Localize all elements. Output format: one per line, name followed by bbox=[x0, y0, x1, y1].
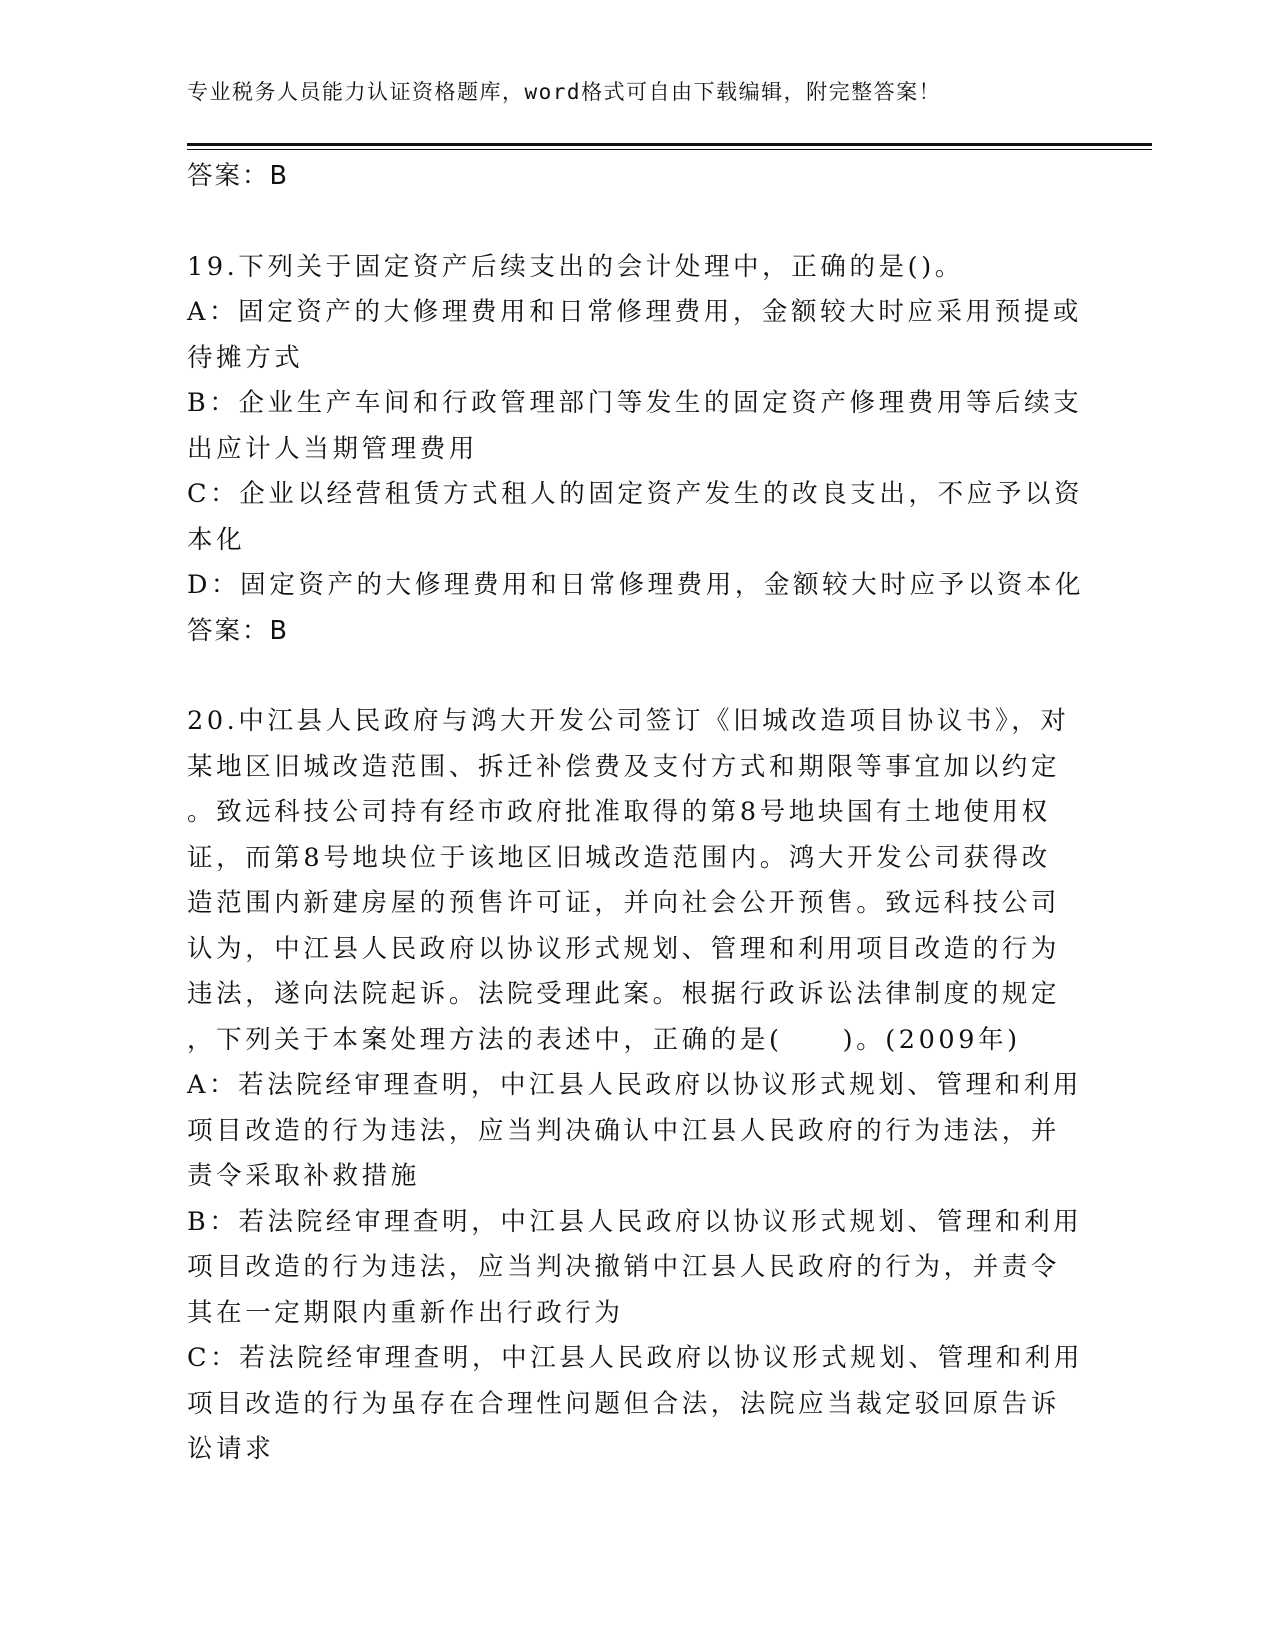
q20-stem-line-last bbox=[187, 1018, 1067, 1064]
q20-option-b-line: B：若法院经审理查明，中江县人民政府以协议形式规划、管理和利用 bbox=[187, 1206, 1083, 1237]
q20-stem-line: 造范围内新建房屋的预售许可证，并向社会公开预售。致远科技公司 bbox=[187, 888, 1061, 918]
q20-option-a-line: 项目改造的行为违法，应当判决确认中江县人民政府的行为违法，并 bbox=[187, 1115, 1061, 1146]
q19-option-b-line: B：企业生产车间和行政管理部门等发生的固定资产修理费用等后续支 bbox=[187, 388, 1083, 418]
question-19-stem: 19.下列关于固定资产后续支出的会计处理中，正确的是()。 bbox=[187, 251, 964, 282]
q20-stem-last-before: ，下列关于本案处理方法的表述中，正确的是( bbox=[187, 1024, 783, 1055]
q20-option-c-line: C：若法院经审理查明，中江县人民政府以协议形式规划、管理和利用 bbox=[187, 1343, 1084, 1373]
q19-option-c-line: C：企业以经营租赁方式租人的固定资产发生的改良支出，不应予以资 bbox=[187, 479, 1084, 509]
q20-stem-line: 20.中江县人民政府与鸿大开发公司签订《旧城改造项目协议书》，对 bbox=[187, 706, 1070, 736]
header-rule-thick bbox=[187, 143, 1152, 146]
q20-option-b-line: 项目改造的行为违法，应当判决撤销中江县人民政府的行为，并责令 bbox=[187, 1252, 1061, 1282]
question-19 bbox=[187, 245, 1085, 655]
q19-option-d-line: D：固定资产的大修理费用和日常修理费用，金额较大时应予以资本化 bbox=[187, 570, 1085, 600]
q20-option-a-line: 责令采取补救措施 bbox=[187, 1161, 420, 1191]
q20-stem-line: 。致远科技公司持有经市政府批准取得的第8号地块国有土地使用权 bbox=[187, 797, 1051, 827]
q19-option-c-line: 本化 bbox=[187, 524, 246, 555]
previous-answer: 答案：B bbox=[187, 161, 289, 191]
q19-option-a-line: A：固定资产的大修理费用和日常修理费用，金额较大时应采用预提或 bbox=[187, 297, 1083, 327]
q20-stem-last-after: )。(2009年) bbox=[842, 1024, 1021, 1055]
q20-option-c-line: 讼请求 bbox=[187, 1434, 275, 1464]
question-20 bbox=[187, 699, 1084, 1473]
q20-stem-line: 违法，遂向法院起诉。法院受理此案。根据行政诉讼法律制度的规定 bbox=[187, 979, 1061, 1009]
page-header: 专业税务人员能力认证资格题库，word格式可自由下载编辑，附完整答案！ bbox=[187, 80, 942, 104]
q20-stem-line: 证，而第8号地块位于该地区旧城改造范围内。鸿大开发公司获得改 bbox=[187, 842, 1051, 873]
q20-option-b-line: 其在一定期限内重新作出行政行为 bbox=[187, 1297, 624, 1328]
document-body bbox=[187, 154, 1085, 1473]
q20-option-a-line: A：若法院经审理查明，中江县人民政府以协议形式规划、管理和利用 bbox=[187, 1070, 1083, 1100]
header-rule-thin bbox=[187, 149, 1152, 150]
q19-option-b-line: 出应计人当期管理费用 bbox=[187, 433, 479, 464]
q20-option-c-line: 项目改造的行为虽存在合理性问题但合法，法院应当裁定驳回原告诉 bbox=[187, 1388, 1061, 1419]
q19-option-a-line: 待摊方式 bbox=[187, 342, 304, 373]
question-19-answer: 答案：B bbox=[187, 615, 289, 646]
q20-stem-line: 某地区旧城改造范围、拆迁补偿费及支付方式和期限等事宜加以约定 bbox=[187, 751, 1061, 782]
q20-stem-line: 认为，中江县人民政府以协议形式规划、管理和利用项目改造的行为 bbox=[187, 933, 1061, 964]
